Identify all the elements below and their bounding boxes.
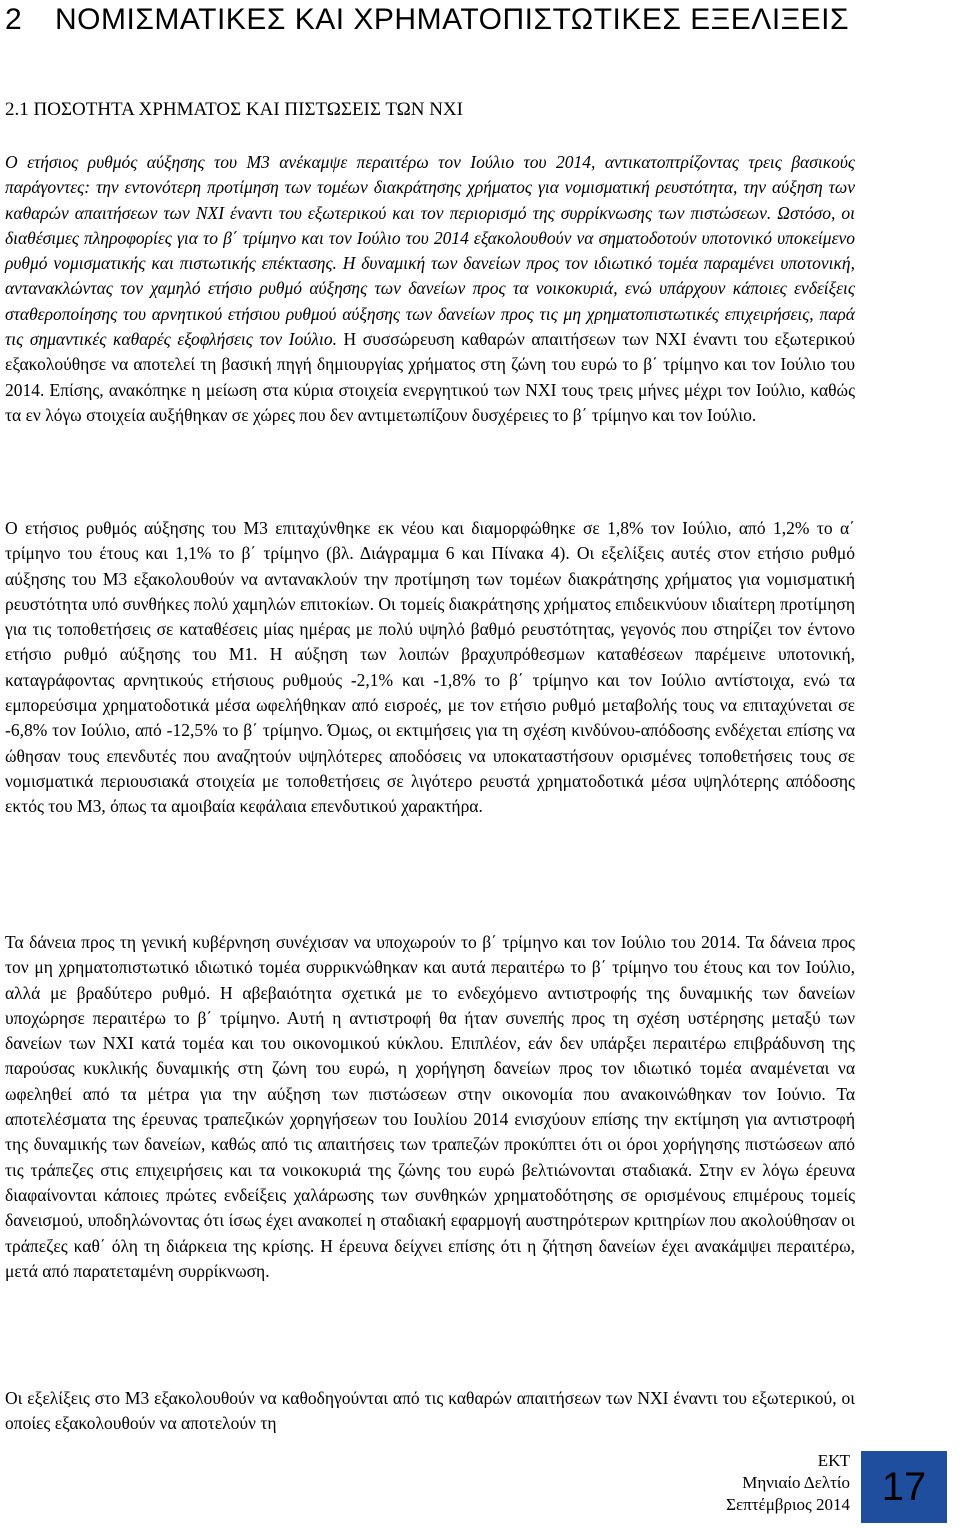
section-title: 2.1 ΠΟΣΟΤΗΤΑ ΧΡΗΜΑΤΟΣ ΚΑΙ ΠΙΣΤΩΣΕΙΣ ΤΩΝ ΝΧΙ — [5, 99, 463, 120]
paragraph-1-normal-text: Η συσσώρευση καθαρών απαιτήσεων των ΝΧΙ έναντι του εξωτερικού εξακολούθησε να αποτελεί τη βασική πηγή δημιουργίας χρήματος στη ζώνη του ευρώ το β΄ τρίμηνο και τον Ιούλιο του 2014. Επίσης, ανακόπηκε η μείωση στα κύρια στοιχεία ενεργητικού των ΝΧΙ τους τρεις μήνες μέχρι τον Ιούλιο, καθώς τα εν λόγω στοιχεία αυξήθηκαν σε χώρες που δεν αντιμετωπίζουν δυσχέρειες το β΄ τρίμηνο και τον Ιούλιο. — [5, 329, 855, 425]
paragraph-1-italic-text: Ο ετήσιος ρυθμός αύξησης του Μ3 ανέκαμψε περαιτέρω τον Ιούλιο του 2014, αντικατοπτρίζοντας τρεις βασικούς παράγοντες: την εντονότερη προτίμηση των τομέων διακράτησης χρήματος για νομισματική ρευστότητα, την αύξηση των καθαρών απαιτήσεων των ΝΧΙ έναντι του εξωτερικού και τον περιορισμό της συρρίκνωσης των πιστώσεων. Ωστόσο, οι διαθέσιμες πληροφορίες για το β΄ τρίμηνο και τον Ιούλιο του 2014 εξακολουθούν να σηματοδοτούν υποτονικό υποκείμενο ρυθμό νομισματικής και πιστωτικής επέκτασης. Η δυναμική των δανείων προς τον ιδιωτικό τομέα παραμένει υποτονική, αντανακλώντας τον χαμηλό ετήσιο ρυθμό αύξησης των δανείων προς τα νοικοκυριά, ενώ υπάρχουν κάποιες ενδείξεις σταθεροποίησης του αρνητικού ετήσιου ρυθμού αύξησης των δανείων προς τις μη χρηματοπιστωτικές επιχειρήσεις, παρά τις σημαντικές καθαρές εξοφλήσεις τον Ιούλιο. — [5, 152, 855, 350]
paragraph-1 — [5, 150, 855, 428]
chapter-title — [5, 2, 945, 38]
footer-date: Σεπτέμβριος 2014 — [726, 1495, 850, 1514]
footer-publisher: ΕΚΤ — [817, 1451, 850, 1470]
page-number-box — [861, 1451, 947, 1523]
page-number: 17 — [881, 1465, 927, 1509]
footer-publication: Μηνιαίο Δελτίο — [742, 1473, 850, 1492]
page-footer — [640, 1450, 850, 1516]
chapter-number: 2 — [5, 3, 23, 36]
chapter-title-text: ΝΟΜΙΣΜΑΤΙΚΕΣ ΚΑΙ ΧΡΗΜΑΤΟΠΙΣΤΩΤΙΚΕΣ ΕΞΕΛΙΞΕΙΣ — [55, 3, 850, 36]
paragraph-3: Τα δάνεια προς τη γενική κυβέρνηση συνέχισαν να υποχωρούν το β΄ τρίμηνο και τον Ιούλιο του 2014. Τα δάνεια προς τον μη χρηματοπιστωτικό ιδιωτικό τομέα συρρικνώθηκαν και αυτά περαιτέρω το β΄ τρίμηνο του έτους και τον Ιούλιο, αλλά με βραδύτερο ρυθμό. Η αβεβαιότητα σχετικά με το ενδεχόμενο αντιστροφής της δυναμικής των δανείων υποχώρησε περαιτέρω το β΄ τρίμηνο. Αυτή η αντιστροφή θα ήταν συνεπής προς τη σχέση υστέρησης μεταξύ των δανείων των ΝΧΙ κατά τομέα και του οικονομικού κύκλου. Επιπλέον, εάν δεν υπάρξει περαιτέρω επιβράδυνση της παρούσας κυκλικής δυναμικής στη ζώνη του ευρώ, η χορήγηση δανείων προς τον ιδιωτικό τομέα αναμένεται να ωφεληθεί από τα μέτρα για την αύξηση των πιστώσεων στην οικονομία που ανακοινώθηκαν τον Ιούνιο. Τα αποτελέσματα της έρευνας τραπεζικών χορηγήσεων του Ιουλίου 2014 ενισχύουν επίσης την εκτίμηση για αντιστροφή της δυναμικής των δανείων, καθώς από τις απαιτήσεις των τραπεζών προκύπτει ότι οι όροι χορήγησης πιστώσεων από τις τράπεζες στις επιχειρήσεις και τα νοικοκυριά της ζώνης του ευρώ βελτιώνονται σταδιακά. Στην εν λόγω έρευνα διαφαίνονται κάποιες πρώτες ενδείξεις χαλάρωσης των συνθηκών χρηματοδότησης σε ορισμένους επιμέρους τομείς δανεισμού, υποδηλώνοντας ότι ίσως έχει ανακοπεί η σταδιακή εφαρμογή αυστηρότερων κριτηρίων που ακολούθησαν οι τράπεζες καθ΄ όλη τη διάρκεια της κρίσης. Η έρευνα δείχνει επίσης ότι η ζήτηση δανείων έχει ανακάμψει περαιτέρω, μετά από παρατεταμένη συρρίκνωση. — [5, 932, 855, 1281]
paragraph-4: Οι εξελίξεις στο Μ3 εξακολουθούν να καθοδηγούνται από τις καθαρών απαιτήσεων των ΝΧΙ έναντι του εξωτερικού, οι οποίες εξακολουθούν να αποτελούν τη — [5, 1388, 855, 1434]
paragraph-2: Ο ετήσιος ρυθμός αύξησης του Μ3 επιταχύνθηκε εκ νέου και διαμορφώθηκε σε 1,8% τον Ιούλιο, από 1,2% το α΄ τρίμηνο του έτους και 1,1% το β΄ τρίμηνο (βλ. Διάγραμμα 6 και Πίνακα 4). Οι εξελίξεις αυτές στον ετήσιο ρυθμό αύξησης του Μ3 εξακολουθούν να αντανακλούν την προτίμηση των τομέων διακράτησης χρήματος για νομισματική ρευστότητα υπό συνθήκες πολύ χαμηλών επιτοκίων. Οι τομείς διακράτησης χρήματος επιδεικνύουν ιδιαίτερη προτίμηση για τις τοποθετήσεις σε καταθέσεις μίας ημέρας με πολύ υψηλό βαθμό ρευστότητας, γεγονός που στηρίζει τον έντονο ετήσιο ρυθμό αύξησης του Μ1. Η αύξηση των λοιπών βραχυπρόθεσμων καταθέσεων παρέμεινε υποτονική, καταγράφοντας αρνητικούς ετήσιους ρυθμούς -2,1% και -1,8% το β΄ τρίμηνο και τον Ιούλιο αντίστοιχα, ενώ τα εμπορεύσιμα χρηματοδοτικά μέσα ωφελήθηκαν από εισροές, με τον ετήσιο ρυθμό μεταβολής τους να επιταχύνεται σε -6,8% τον Ιούλιο, από -12,5% το β΄ τρίμηνο. Όμως, οι εκτιμήσεις για τη σχέση κινδύνου-απόδοσης ενδέχεται επίσης να ώθησαν τους επενδυτές που αναζητούν υψηλότερες αποδόσεις να υποκαταστήσουν ορισμένες τοποθετήσεις τους σε νομισματικά περιουσιακά στοιχεία με τοποθετήσεις σε λιγότερο ρευστά χρηματοδοτικά μέσα υψηλότερης απόδοσης εκτός του Μ3, όπως τα αμοιβαία κεφάλαια επενδυτικού χαρακτήρα. — [5, 518, 855, 817]
